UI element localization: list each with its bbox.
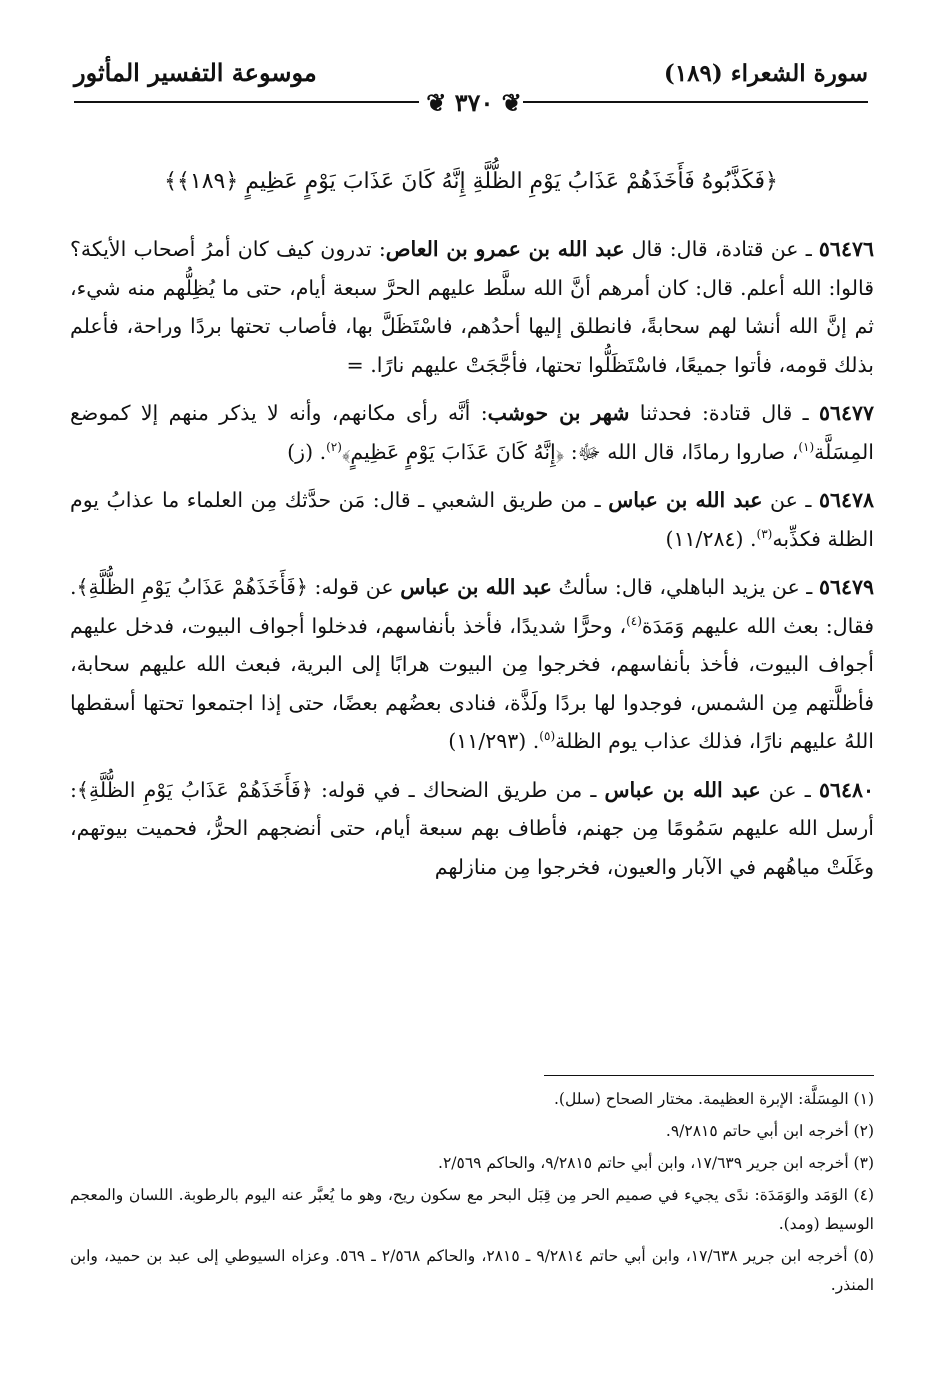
narration-56478 xyxy=(70,481,874,558)
narration-number: ٥٦٤٧٨ xyxy=(818,488,874,512)
page-number-value: ٣٧٠ xyxy=(454,88,494,117)
narration-text: ـ عن قتادة، قال: قال xyxy=(624,237,819,261)
narrator-name: عبد الله بن عباس xyxy=(608,488,763,512)
narration-number: ٥٦٤٧٦ xyxy=(818,237,874,261)
narration-number: ٥٦٤٨٠ xyxy=(818,777,874,802)
narration-text: : أرسل الله عليهم سَمُومًا مِن جهنم، فأطاف بهم سبعة أيام، حتى أنضجهم الحرُّ، فحميت بيوتهم، وغَلَتْ مياهُهم في الآبار والعيون، فخرجوا مِن منازلهم xyxy=(70,777,874,879)
footnote-2: (٢) أخرجه ابن أبي حاتم ٩/٢٨١٥. xyxy=(665,1122,874,1140)
footnote-marker[interactable]: (٤) xyxy=(626,613,642,628)
narration-text: ـ من طريق الضحاك ـ في قوله: xyxy=(312,777,605,802)
narration-number: ٥٦٤٧٩ xyxy=(818,575,875,599)
footnote-marker[interactable]: (٣) xyxy=(756,526,773,541)
narrator-name: عبد الله بن عباس xyxy=(604,777,761,802)
quran-quote: ﴿فَأَخَذَهُمْ عَذَابُ يَوْمِ الظُّلَّةِ﴾ xyxy=(76,575,308,599)
narrator-name: عبد الله بن عمرو بن العاص xyxy=(385,237,625,261)
narration-text: ـ عن يزيد الباهلي، قال: سألتُ xyxy=(551,575,819,599)
narration-56476 xyxy=(70,230,874,384)
footnote-4: (٤) الوَمَد والوَمَدَة: ندًى يجيء في صميم الحر مِن قِبَل البحر مع سكون ريح، وهو ما يُعبَّر عنه اليوم بالرطوبة. اللسان والمعجم الوسيط (ومد). xyxy=(70,1186,874,1233)
page-number: ❦ ٣٧٠ ❦ xyxy=(426,88,522,117)
running-header-book-title: موسوعة التفسير المأثور xyxy=(74,58,317,87)
footnote-marker[interactable]: (٥) xyxy=(539,729,556,744)
narration-text: ـ عن xyxy=(762,488,819,512)
narration-text: ـ عن xyxy=(760,777,819,802)
header-rule-right xyxy=(523,101,868,103)
narration-56479 xyxy=(70,568,874,761)
footnote-marker[interactable]: (٢) xyxy=(326,439,342,454)
narrator-name: شهر بن حوشب xyxy=(487,401,630,425)
commentary-body xyxy=(70,230,874,896)
narration-text: ، صاروا رمادًا، قال الله ﷻ: xyxy=(564,439,799,464)
narration-text: ، وحرًّا شديدًا، فأخذ بأنفاسهم، فدخلوا أجواف البيوت، فدخل عليهم أجواف البيوت، فأخذ بأنفاسهم، فخرجوا مِن البيوت هرابًا إلى البرية، فبعث الله عليهم سحابة، فأظلَّتهم مِن الشمس، فوجدوا لها بردًا ولَذَّة، فنادى بعضُهم بعضًا، حتى إذا اجتمعوا تحتها أسقطها اللهُ عليهم نارًا، فذلك عذاب يوم الظلة xyxy=(70,613,874,753)
narration-text: . (١١/٢٨٤) xyxy=(665,526,757,551)
quran-quote: ﴿فَأَخَذَهُمْ عَذَابُ يَوْمِ الظُّلَّةِ﴾ xyxy=(76,777,313,802)
footnote-5: (٥) أخرجه ابن جرير ١٧/٦٣٨، وابن أبي حاتم ٩/٢٨١٤ ـ ٢٨١٥، والحاكم ٢/٥٦٨ ـ ٥٦٩. وعزاه السيوطي إلى عبد بن حميد، وابن المنذر. xyxy=(70,1247,874,1294)
narration-text: . فقال: بعث الله عليهم وَمَدَة xyxy=(70,575,874,638)
footnote-marker[interactable]: (١) xyxy=(798,439,815,454)
narrator-name: عبد الله بن عباس xyxy=(400,575,552,599)
narration-text: : تدرون كيف كان أمرُ أصحاب الأيكة؟ قالوا: الله أعلم. قال: كان أمرهم أنَّ الله سلَّط عليهم الحرَّ سبعة أيام، حتى ما يُظِلُّهم منه شيء، ثم إنَّ الله أنشا لهم سحابةً، فانطلق إليها أحدُهم، فاسْتَظَلَّ بها، فأصاب تحتها بردًا وراحة، فأعلم بذلك قومه، فأتوا جميعًا، فاسْتَظَلُّوا تحتها، فأجَّجَتْ عليهم نارًا. = xyxy=(70,237,874,377)
footnote-3: (٣) أخرجه ابن جرير ١٧/٦٣٩، وابن أبي حاتم ٩/٢٨١٥، والحاكم ٢/٥٦٩. xyxy=(438,1154,874,1172)
footnotes xyxy=(70,1085,874,1303)
narration-text: ـ من طريق الشعبي ـ قال: مَن حدَّثك مِن العلماء ما عذابُ يوم الظلة فكذِّبه xyxy=(70,488,874,551)
header-rule-left xyxy=(74,101,419,103)
footnote-1: (١) المِسَلَّة: الإبرة العظيمة. مختار الصحاح (سلل). xyxy=(554,1090,874,1108)
quran-verse: ﴿فَكَذَّبُوهُ فَأَخَذَهُمْ عَذَابُ يَوْمِ الظُّلَّةِ إِنَّهُ كَانَ عَذَابَ يَوْمٍ عَظِيمٍ ﴿١٨٩﴾﴾ xyxy=(164,169,778,194)
narration-text: ـ قال قتادة: فحدثنا xyxy=(629,401,819,425)
narration-text: : أنَّه رأى مكانهم، وأنه لا يذكر منهم إلا كموضع المِسَلَّة xyxy=(70,401,874,464)
narration-text: عن قوله: xyxy=(307,575,401,599)
narration-text: . (١١/٢٩٣) xyxy=(448,729,540,753)
quran-quote: ﴿إِنَّهُ كَانَ عَذَابَ يَوْمٍ عَظِيمٍ﴾ xyxy=(341,439,565,464)
running-header-surah: سورة الشعراء (١٨٩) xyxy=(663,60,868,87)
narration-text: . (ز) xyxy=(287,439,327,464)
narration-56480 xyxy=(70,771,874,887)
narration-number: ٥٦٤٧٧ xyxy=(818,401,875,425)
footnote-separator xyxy=(544,1075,874,1076)
narration-56477 xyxy=(70,394,874,471)
